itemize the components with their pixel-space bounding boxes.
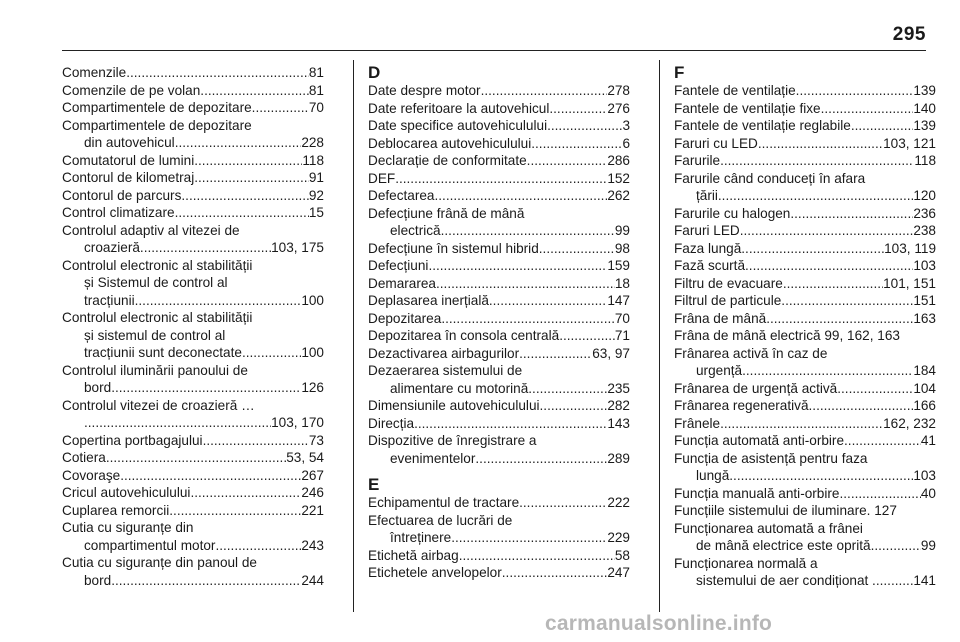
- entry-term: Funcția manuală anti-orbire: [674, 485, 840, 501]
- dot-leader: [126, 64, 309, 82]
- index-entry: [674, 345, 936, 380]
- entry-term: Echipamentul de tractare: [368, 495, 520, 510]
- entry-term: compartimentul motor: [84, 537, 216, 553]
- entry-term: Efectuarea de lucrări de: [368, 512, 513, 528]
- dot-leader: [489, 292, 607, 310]
- index-entry: [674, 135, 936, 153]
- index-entry: [62, 82, 324, 100]
- entry-term: Deblocarea autovehiculului: [368, 135, 532, 151]
- entry-pages: 139: [913, 118, 936, 133]
- entry-pages: 18: [614, 275, 630, 291]
- entry-term: Defectarea: [368, 188, 435, 203]
- index-entry: [62, 187, 324, 205]
- entry-term: Comutatorul de lumini: [62, 152, 195, 168]
- entry-term: Copertina portbagajului: [62, 432, 203, 448]
- entry-pages: 147: [607, 293, 630, 308]
- entry-pages: 63, 97: [592, 345, 630, 361]
- entry-term: Date referitoare la autovehicul: [368, 100, 550, 116]
- entry-pages: 103, 170: [271, 415, 324, 430]
- entry-pages: 278: [607, 83, 630, 98]
- column-separator: [353, 60, 354, 612]
- dot-leader: [809, 397, 914, 415]
- dot-leader: [527, 152, 608, 170]
- dot-leader: [200, 82, 309, 100]
- entry-term: Cotiera: [62, 450, 106, 465]
- dot-leader: [84, 414, 271, 432]
- entry-pages: 143: [607, 415, 630, 431]
- index-entry: [674, 257, 936, 275]
- entry-pages: 289: [607, 450, 630, 466]
- dot-leader: [441, 310, 615, 328]
- dot-leader: [169, 502, 301, 520]
- index-entry: [368, 564, 630, 582]
- entry-term: Funcționarea automată a frânei: [674, 520, 863, 536]
- entry-pages: 70: [308, 100, 324, 115]
- index-entry: [368, 170, 630, 188]
- entry-pages: 267: [301, 467, 324, 483]
- index-entry: [674, 432, 936, 450]
- column-separator: [659, 60, 660, 612]
- entry-pages: 247: [607, 565, 630, 580]
- entry-term: Defecțiune frână de mână: [368, 205, 525, 221]
- dot-leader: [720, 152, 914, 170]
- index-entry: [368, 205, 630, 240]
- entry-term: Funcțiile sistemului de iluminare. 127: [674, 503, 897, 518]
- entry-term: Controlul iluminării panoului de: [62, 362, 248, 378]
- entry-pages: 71: [614, 328, 630, 343]
- index-entry: [368, 397, 630, 415]
- index-entry: [674, 82, 936, 100]
- entry-term: DEF: [368, 170, 396, 186]
- entry-term: Controlul electronic al stabilității: [62, 257, 253, 273]
- index-entry: [62, 397, 324, 432]
- index-entry: [674, 170, 936, 205]
- dot-leader: [436, 275, 615, 293]
- dot-leader: [181, 187, 308, 205]
- index-entry: [368, 512, 630, 547]
- entry-pages: 221: [301, 502, 324, 518]
- index-entry: [62, 449, 324, 467]
- index-entry: [62, 64, 324, 82]
- entry-term: Dezactivarea airbagurilor: [368, 345, 520, 361]
- entry-pages: 238: [913, 223, 936, 238]
- dot-leader: [549, 100, 607, 118]
- entry-pages: 58: [614, 547, 630, 563]
- index-entry: [674, 100, 936, 118]
- entry-term: alimentare cu motorină: [390, 380, 529, 396]
- dot-leader: [451, 529, 607, 547]
- entry-term: Control climatizare: [62, 205, 175, 220]
- page-number: 295: [892, 24, 926, 45]
- entry-pages: 162, 232: [883, 415, 936, 431]
- dot-leader: [851, 117, 913, 135]
- entry-term: Funcționarea normală a: [674, 555, 818, 571]
- dot-leader: [428, 257, 607, 275]
- dot-leader: [783, 275, 883, 293]
- entry-term: Frânarea regenerativă: [674, 398, 809, 413]
- entry-term: croazieră: [84, 240, 140, 255]
- index-entry: [368, 327, 630, 345]
- index-entry: [674, 152, 936, 170]
- index-entry: [368, 240, 630, 258]
- entry-term: Fantele de ventilație: [674, 83, 796, 98]
- index-entry: [62, 484, 324, 502]
- index-entry: [368, 187, 630, 205]
- entry-term: Deplasarea inerțială: [368, 293, 489, 308]
- dot-leader: [837, 380, 913, 398]
- entry-pages: 276: [607, 100, 630, 116]
- dot-leader: [547, 117, 622, 135]
- entry-term: Contorul de kilometraj: [62, 170, 195, 185]
- entry-term: Farurile când conduceți în afara: [674, 170, 866, 186]
- entry-pages: 103, 119: [884, 240, 936, 256]
- entry-pages: 6: [622, 135, 630, 151]
- entry-pages: 235: [607, 380, 630, 396]
- index-column-3: [674, 64, 936, 616]
- section-letter: D: [368, 63, 381, 82]
- index-entry: [368, 310, 630, 328]
- entry-term: și sistemul de control al: [84, 327, 226, 343]
- index-entry: [674, 397, 936, 415]
- index-entry: [674, 205, 936, 223]
- dot-leader: [215, 537, 301, 555]
- index-column-2: [368, 64, 630, 616]
- index-entry: [674, 240, 936, 258]
- entry-term: Frânarea de urgență activă: [674, 380, 838, 396]
- entry-term: Fază scurtă: [674, 258, 746, 273]
- index-entry: [674, 555, 936, 590]
- dot-leader: [135, 292, 302, 310]
- entry-term: de mână electrice este oprită: [696, 538, 871, 553]
- entry-term: Date specifice autovehiculului: [368, 118, 548, 133]
- entry-term: bord: [84, 572, 112, 588]
- entry-term: electrică: [390, 223, 441, 238]
- index-entry: [674, 520, 936, 555]
- entry-pages: 100: [301, 292, 324, 308]
- index-entry: [368, 82, 630, 100]
- dot-leader: [741, 240, 884, 258]
- index-entry: [368, 432, 630, 467]
- entry-pages: 40: [920, 485, 936, 501]
- entry-term: tracțiunii: [84, 292, 135, 308]
- entry-pages: 228: [301, 135, 324, 150]
- index-entry: [62, 117, 324, 152]
- entry-pages: 139: [913, 83, 936, 98]
- entry-pages: 286: [607, 153, 630, 168]
- dot-leader: [502, 564, 608, 582]
- entry-term: Frâna de mână: [674, 310, 767, 326]
- index-entry: [368, 257, 630, 275]
- index-entry: [674, 485, 936, 503]
- entry-term: Cutia cu siguranțe din: [62, 520, 194, 535]
- dot-leader: [871, 537, 921, 555]
- entry-term: întreținere: [390, 530, 452, 545]
- entry-term: Frânarea activă în caz de: [674, 345, 828, 361]
- entry-term: Compartimentele de depozitare: [62, 117, 252, 133]
- dot-leader: [242, 344, 301, 362]
- index-entry: [62, 554, 324, 589]
- dot-leader: [539, 240, 615, 258]
- entry-pages: 163: [913, 310, 936, 326]
- dot-leader: [559, 327, 615, 345]
- index-entry: [62, 204, 324, 222]
- entry-pages: 243: [301, 537, 324, 553]
- entry-pages: 222: [607, 495, 630, 510]
- entry-pages: 118: [302, 152, 324, 168]
- dot-leader: [175, 134, 302, 152]
- entry-term: Etichetă airbag: [368, 547, 459, 563]
- entry-pages: 104: [913, 380, 936, 396]
- index-entry: [368, 100, 630, 118]
- index-entry: [674, 415, 936, 433]
- entry-term: sistemului de aer condiționat .: [696, 573, 876, 588]
- dot-leader: [844, 432, 921, 450]
- section-gap: [368, 467, 630, 476]
- entry-term: Controlul electronic al stabilității: [62, 310, 253, 325]
- entry-term: Fantele de ventilație reglabile: [674, 118, 851, 133]
- index-entry: [62, 169, 324, 187]
- entry-pages: 81: [308, 65, 324, 80]
- entry-pages: 70: [614, 310, 630, 326]
- dot-leader: [194, 152, 302, 170]
- dot-leader: [839, 485, 920, 503]
- entry-term: Defecțiuni: [368, 258, 429, 273]
- index-entry: [368, 117, 630, 135]
- entry-pages: 3: [622, 118, 630, 133]
- section-letter: E: [368, 475, 380, 494]
- entry-term: Faza lungă: [674, 240, 742, 256]
- entry-term: bord: [84, 380, 112, 395]
- entry-term: Compartimentele de depozitare: [62, 100, 252, 115]
- dot-leader: [790, 205, 913, 223]
- index-entry: [674, 327, 936, 345]
- index-entry: [62, 432, 324, 450]
- index-entry: [62, 502, 324, 520]
- entry-pages: 100: [301, 345, 324, 360]
- index-entry: [368, 152, 630, 170]
- index-column-1: [62, 64, 324, 616]
- index-entry: [368, 345, 630, 363]
- entry-pages: 92: [308, 187, 324, 203]
- index-entry: [674, 502, 936, 520]
- entry-term: Filtrul de particule: [674, 293, 782, 308]
- entry-term: lungă: [696, 468, 730, 483]
- dot-leader: [745, 257, 913, 275]
- index-entry: [674, 275, 936, 293]
- dot-leader: [876, 572, 913, 590]
- dot-leader: [395, 170, 607, 188]
- index-entry: [674, 117, 936, 135]
- entry-pages: 118: [914, 153, 936, 168]
- entry-pages: 81: [308, 82, 324, 98]
- entry-term: Contorul de parcurs: [62, 187, 182, 203]
- entry-pages: 262: [607, 188, 630, 203]
- index-entry: [62, 309, 324, 362]
- entry-pages: 101, 151: [883, 275, 936, 291]
- entry-pages: 103: [913, 258, 936, 273]
- section-letter: F: [674, 63, 685, 82]
- entry-term: Faruri LED: [674, 223, 740, 238]
- entry-pages: 244: [301, 572, 324, 588]
- index-entry: [62, 152, 324, 170]
- dot-leader: [766, 310, 913, 328]
- entry-term: tracțiunii sunt deconectate: [84, 345, 242, 360]
- index-entry: [368, 415, 630, 433]
- entry-term: Depozitarea în consola centrală: [368, 328, 560, 343]
- dot-leader: [111, 379, 301, 397]
- dot-leader: [781, 292, 913, 310]
- entry-term: urgență: [696, 363, 743, 378]
- index-entry: [674, 450, 936, 485]
- dot-leader: [531, 135, 622, 153]
- entry-pages: 152: [607, 170, 630, 186]
- dot-leader: [720, 415, 883, 433]
- entry-pages: 98: [614, 240, 630, 256]
- entry-term: Cricul autovehiculului: [62, 485, 191, 500]
- dot-leader: [120, 467, 301, 485]
- dot-leader: [519, 345, 592, 363]
- dot-leader: [718, 187, 913, 205]
- entry-term: Frâna de mână electrică 99, 162, 163: [674, 328, 900, 343]
- entry-term: Comenzile: [62, 65, 127, 80]
- dot-leader: [821, 100, 914, 118]
- entry-term: Filtru de evacuare: [674, 275, 783, 291]
- dot-leader: [252, 99, 309, 117]
- entry-term: Dezaerarea sistemului de: [368, 363, 523, 378]
- entry-pages: 126: [301, 380, 324, 395]
- entry-term: Declarație de conformitate: [368, 153, 527, 168]
- index-entry: [62, 519, 324, 554]
- entry-term: Fantele de ventilație fixe: [674, 100, 821, 116]
- index-entry: [674, 380, 936, 398]
- entry-term: țării: [696, 188, 718, 203]
- dot-leader: [540, 397, 608, 415]
- index-entry: [62, 362, 324, 397]
- index-entry: [368, 547, 630, 565]
- entry-term: Funcția automată anti-orbire: [674, 433, 845, 448]
- dot-leader: [111, 572, 301, 590]
- dot-leader: [729, 467, 913, 485]
- dot-leader: [441, 222, 615, 240]
- index-entry: [62, 222, 324, 257]
- dot-leader: [414, 415, 607, 433]
- entry-term: evenimentelor: [390, 450, 476, 466]
- entry-pages: 53, 54: [286, 450, 324, 465]
- index-entry: [62, 257, 324, 310]
- entry-pages: 103: [913, 468, 936, 483]
- dot-leader: [528, 380, 607, 398]
- entry-term: Frânele: [674, 415, 721, 431]
- dot-leader: [435, 187, 608, 205]
- index-entry: [368, 275, 630, 293]
- dot-leader: [481, 82, 608, 100]
- entry-term: Defecțiune în sistemul hibrid: [368, 240, 539, 256]
- entry-term: Farurile cu halogen: [674, 205, 791, 221]
- entry-term: Etichetele anvelopelor: [368, 565, 502, 580]
- entry-pages: 151: [913, 293, 936, 308]
- entry-term: și Sistemul de control al: [84, 275, 228, 290]
- index-entry: [368, 362, 630, 397]
- entry-term: Faruri cu LED: [674, 135, 758, 151]
- entry-term: Controlul adaptiv al vitezei de: [62, 222, 240, 238]
- index-entry: [674, 310, 936, 328]
- dot-leader: [758, 135, 883, 153]
- entry-pages: 120: [913, 188, 936, 203]
- entry-term: Demararea: [368, 275, 436, 291]
- dot-leader: [175, 204, 309, 222]
- entry-term: Controlul vitezei de croazieră …: [62, 397, 255, 413]
- entry-pages: 73: [308, 432, 324, 448]
- entry-pages: 99: [920, 538, 936, 553]
- index-entry: [368, 494, 630, 512]
- entry-pages: 236: [913, 205, 936, 221]
- entry-term: Dimensiunile autovehiculului: [368, 398, 540, 413]
- index-entry: [368, 135, 630, 153]
- entry-term: Date despre motor: [368, 83, 481, 98]
- entry-term: Direcția: [368, 415, 415, 431]
- index-entry: [674, 292, 936, 310]
- watermark: carmanualsonline.info: [545, 612, 773, 635]
- header-rule: [62, 50, 926, 51]
- dot-leader: [475, 450, 607, 468]
- entry-pages: 166: [913, 398, 936, 413]
- entry-pages: 246: [301, 485, 324, 500]
- index-entry: [62, 99, 324, 117]
- entry-pages: 229: [607, 530, 630, 545]
- dot-leader: [796, 82, 914, 100]
- entry-pages: 141: [913, 573, 936, 588]
- index-entry: [62, 467, 324, 485]
- entry-term: Cutia cu siguranțe din panoul de: [62, 555, 257, 570]
- entry-pages: 103, 121: [883, 135, 936, 151]
- entry-term: Cuplarea remorcii: [62, 502, 170, 518]
- dot-leader: [519, 494, 607, 512]
- dot-leader: [190, 484, 301, 502]
- dot-leader: [140, 239, 271, 257]
- entry-pages: 91: [308, 170, 324, 185]
- entry-pages: 15: [308, 205, 324, 220]
- entry-pages: 140: [913, 100, 936, 116]
- entry-term: Farurile: [674, 153, 721, 168]
- entry-pages: 159: [607, 258, 630, 273]
- entry-term: Depozitarea: [368, 310, 442, 326]
- entry-pages: 99: [614, 223, 630, 238]
- dot-leader: [742, 362, 913, 380]
- entry-pages: 41: [920, 433, 936, 448]
- entry-term: Dispozitive de înregistrare a: [368, 433, 537, 448]
- dot-leader: [106, 449, 286, 467]
- entry-pages: 282: [607, 398, 630, 413]
- dot-leader: [740, 222, 914, 240]
- entry-term: Covoraşe: [62, 467, 121, 483]
- index-entry: [674, 222, 936, 240]
- entry-term: Funcția de asistență pentru faza: [674, 450, 868, 466]
- entry-pages: 184: [913, 363, 936, 378]
- index-entry: [368, 292, 630, 310]
- dot-leader: [203, 432, 309, 450]
- entry-term: Comenzile de pe volan: [62, 82, 201, 98]
- entry-term: din autovehicul: [84, 135, 175, 150]
- dot-leader: [194, 169, 309, 187]
- entry-pages: 103, 175: [271, 240, 324, 255]
- dot-leader: [459, 547, 615, 565]
